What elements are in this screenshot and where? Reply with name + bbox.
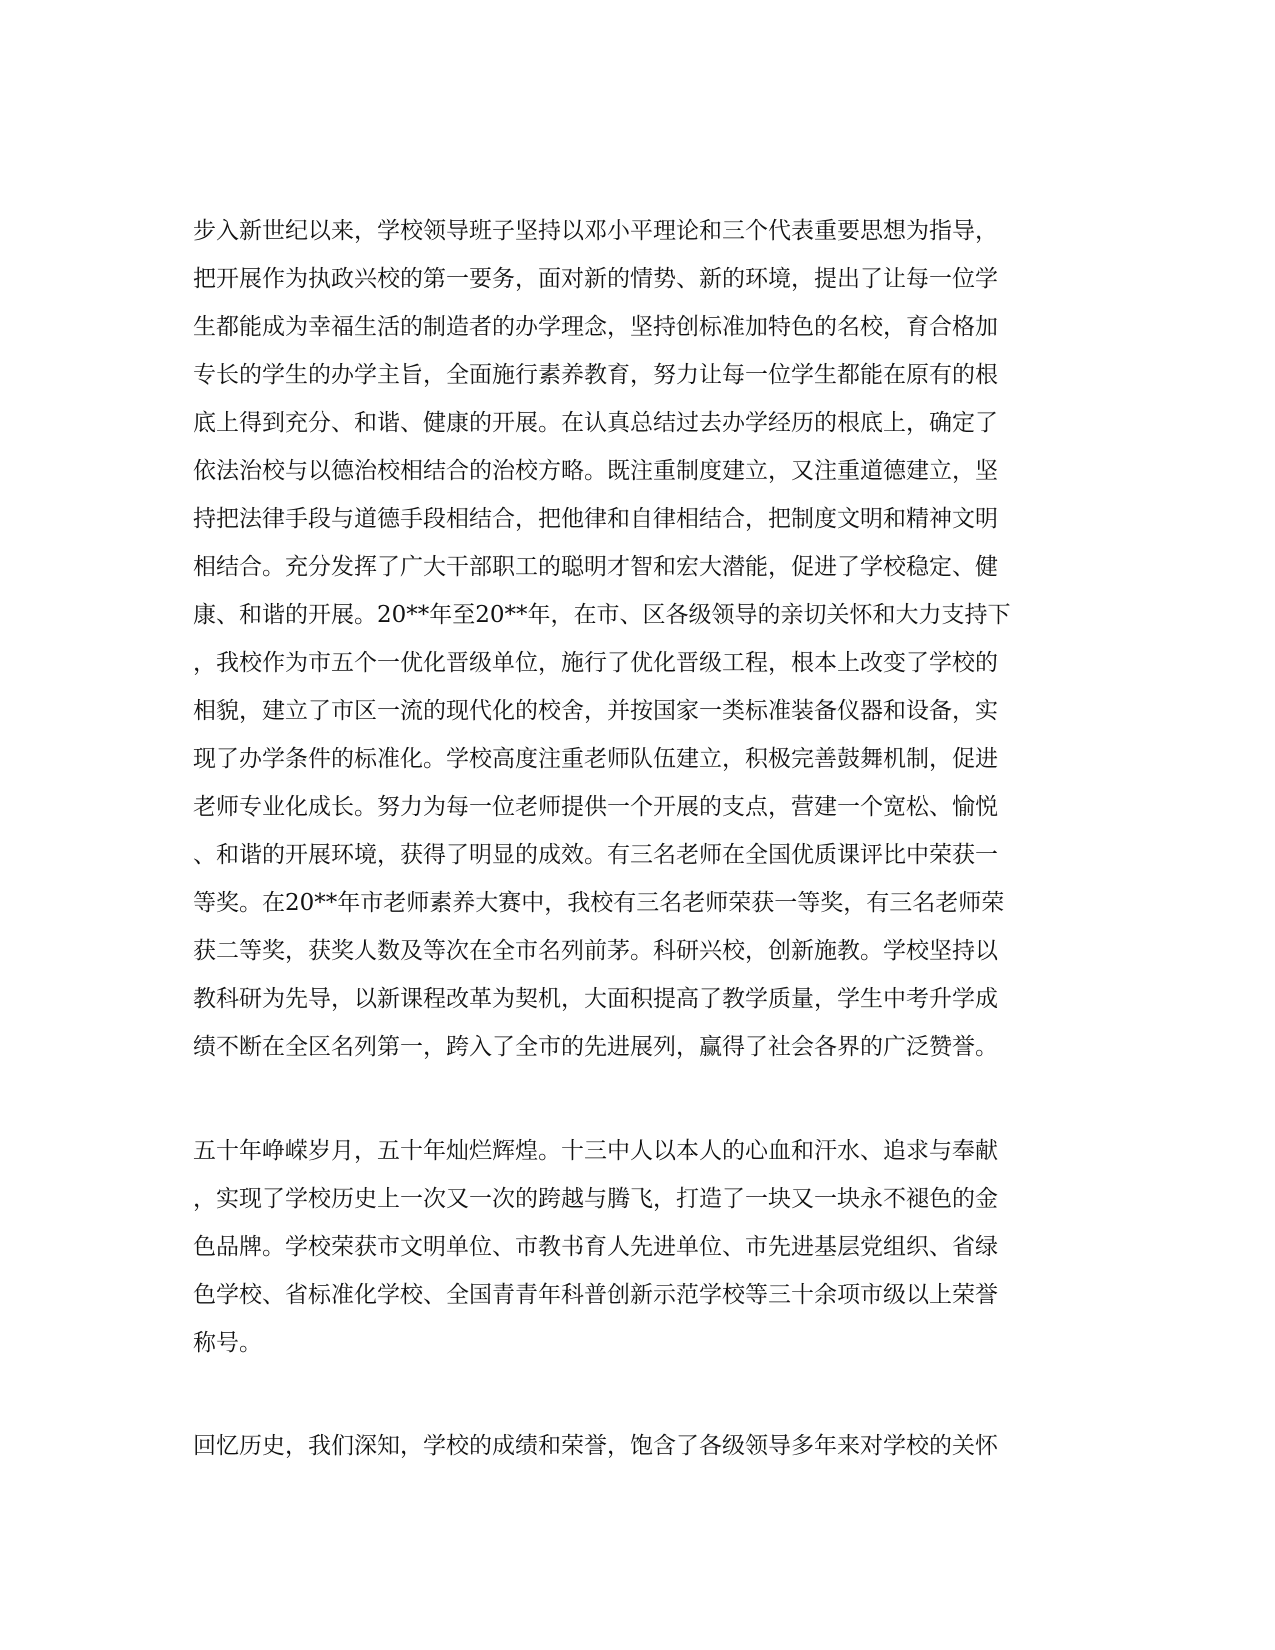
- text-line: 获二等奖，获奖人数及等次在全市名列前茅。科研兴校，创新施教。学校坚持以: [193, 938, 998, 964]
- text-line: ，实现了学校历史上一次又一次的跨越与腾飞，打造了一块又一块永不褪色的金: [193, 1186, 998, 1212]
- paragraph-fifty-years: [193, 1127, 998, 1367]
- text-line: 色品牌。学校荣获市文明单位、市教书育人先进单位、市先进基层党组织、省绿: [193, 1234, 998, 1260]
- paragraph-school-development: [193, 207, 1011, 1071]
- text-line: 现了办学条件的标准化。学校高度注重老师队伍建立，积极完善鼓舞机制，促进: [193, 746, 998, 772]
- paragraph-history-recall: [193, 1422, 998, 1470]
- text-line: 、和谐的开展环境，获得了明显的成效。有三名老师在全国优质课评比中荣获一: [193, 842, 998, 868]
- text-line: ，我校作为市五个一优化晋级单位，施行了优化晋级工程，根本上改变了学校的: [193, 650, 998, 676]
- text-line: 依法治校与以德治校相结合的治校方略。既注重制度建立，又注重道德建立，坚: [193, 458, 998, 484]
- text-line: 色学校、省标准化学校、全国青青年科普创新示范学校等三十余项市级以上荣誉: [193, 1282, 998, 1308]
- text-line: 相貌，建立了市区一流的现代化的校舍，并按国家一类标准装备仪器和设备，实: [193, 698, 998, 724]
- text-line: 持把法律手段与道德手段相结合，把他律和自律相结合，把制度文明和精神文明: [193, 506, 998, 532]
- text-line: 称号。: [193, 1330, 262, 1356]
- text-line: 底上得到充分、和谐、健康的开展。在认真总结过去办学经历的根底上，确定了: [193, 410, 998, 436]
- text-line: 康、和谐的开展。20**年至20**年，在市、区各级领导的亲切关怀和大力支持下: [193, 602, 1011, 628]
- text-line: 把开展作为执政兴校的第一要务，面对新的情势、新的环境，提出了让每一位学: [193, 266, 998, 292]
- text-line: 绩不断在全区名列第一，跨入了全市的先进展列，赢得了社会各界的广泛赞誉。: [193, 1034, 998, 1060]
- text-line: 等奖。在20**年市老师素养大赛中，我校有三名老师荣获一等奖，有三名老师荣: [193, 890, 1005, 916]
- text-line: 相结合。充分发挥了广大干部职工的聪明才智和宏大潜能，促进了学校稳定、健: [193, 554, 998, 580]
- text-line: 专长的学生的办学主旨，全面施行素养教育，努力让每一位学生都能在原有的根: [193, 362, 998, 388]
- text-line: 步入新世纪以来，学校领导班子坚持以邓小平理论和三个代表重要思想为指导，: [193, 218, 998, 244]
- text-line: 教科研为先导，以新课程改革为契机，大面积提高了教学质量，学生中考升学成: [193, 986, 998, 1012]
- text-line: 生都能成为幸福生活的制造者的办学理念，坚持创标准加特色的名校，育合格加: [193, 314, 998, 340]
- text-line: 五十年峥嵘岁月，五十年灿烂辉煌。十三中人以本人的心血和汗水、追求与奉献: [193, 1138, 998, 1164]
- text-line: 老师专业化成长。努力为每一位老师提供一个开展的支点，营建一个宽松、愉悦: [193, 794, 998, 820]
- text-line: 回忆历史，我们深知，学校的成绩和荣誉，饱含了各级领导多年来对学校的关怀: [193, 1433, 998, 1459]
